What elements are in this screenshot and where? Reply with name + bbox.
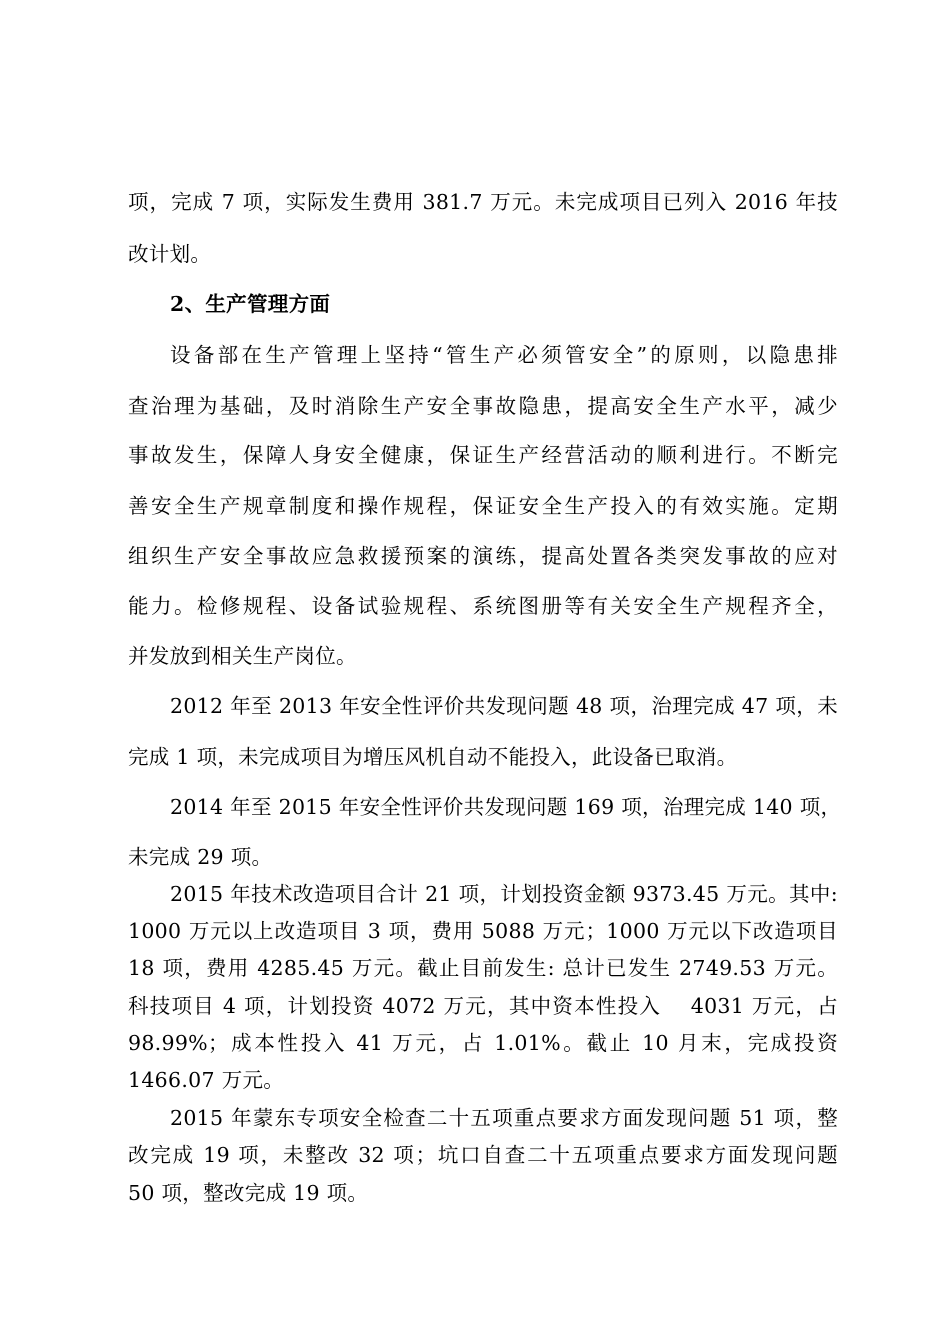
section-heading: 2、生产管理方面 <box>170 292 331 316</box>
paragraph-line: 善安全生产规章制度和操作规程，保证安全生产投入的有效实施。定期 <box>128 494 838 518</box>
paragraph-line: 能力。检修规程、设备试验规程、系统图册等有关安全生产规程齐全， <box>128 594 838 618</box>
paragraph-line: 2014 年至 2015 年安全性评价共发现问题 169 项，治理完成 140 项， <box>170 795 842 819</box>
paragraph-line: 组织生产安全事故应急救援预案的演练，提高处置各类突发事故的应对 <box>128 544 838 568</box>
paragraph-line: 98.99%；成本性投入 41 万元，占 1.01%。截止 10 月末，完成投资 <box>128 1031 838 1055</box>
paragraph-line: 改计划。 <box>128 242 212 266</box>
paragraph-line: 50 项，整改完成 19 项。 <box>128 1181 369 1205</box>
paragraph-line: 改完成 19 项，未整改 32 项；坑口自查二十五项重点要求方面发现问题 <box>128 1143 838 1167</box>
paragraph-line: 完成 1 项，未完成项目为增压风机自动不能投入，此设备已取消。 <box>128 745 738 769</box>
paragraph-line: 2012 年至 2013 年安全性评价共发现问题 48 项，治理完成 47 项，未 <box>170 694 838 718</box>
paragraph-line: 项，完成 7 项，实际发生费用 381.7 万元。未完成项目已列入 2016 年技 <box>128 190 838 214</box>
paragraph-line: 科技项目 4 项，计划投资 4072 万元，其中资本性投入 4031 万元，占 <box>128 994 838 1018</box>
paragraph-line: 查治理为基础，及时消除生产安全事故隐患，提高安全生产水平，减少 <box>128 394 838 418</box>
paragraph-line: 设备部在生产管理上坚持“管生产必须管安全”的原则，以隐患排 <box>170 343 838 367</box>
paragraph-line: 2015 年蒙东专项安全检查二十五项重点要求方面发现问题 51 项，整 <box>170 1106 838 1130</box>
paragraph-line: 1466.07 万元。 <box>128 1068 285 1092</box>
paragraph-line: 并发放到相关生产岗位。 <box>128 644 357 668</box>
paragraph-line: 事故发生，保障人身安全健康，保证生产经营活动的顺利进行。不断完 <box>128 443 838 467</box>
paragraph-line: 1000 万元以上改造项目 3 项，费用 5088 万元；1000 万元以下改造项目 <box>128 919 838 943</box>
paragraph-line: 2015 年技术改造项目合计 21 项，计划投资金额 9373.45 万元。其中: <box>170 882 838 906</box>
paragraph-line: 未完成 29 项。 <box>128 845 273 869</box>
paragraph-line: 18 项，费用 4285.45 万元。截止目前发生: 总计已发生 2749.53 万元。 <box>128 956 838 980</box>
